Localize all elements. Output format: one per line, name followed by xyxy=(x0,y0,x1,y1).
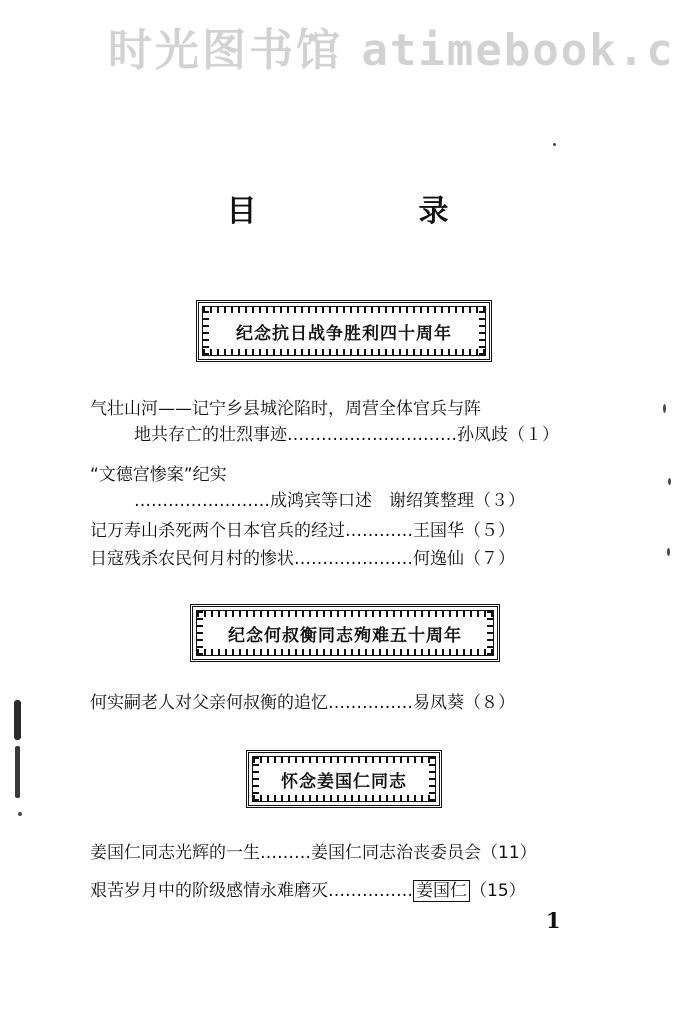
scan-edge-mark xyxy=(14,700,21,740)
scan-speck xyxy=(668,478,671,485)
toc-entry-line: 姜国仁同志光辉的一生………姜国仁同志治丧委员会（11） xyxy=(90,843,537,863)
section-heading-2-label: 纪念何叔衡同志殉难五十周年 xyxy=(219,619,471,648)
scan-speck xyxy=(667,548,670,556)
scan-speck xyxy=(663,404,666,413)
toc-entry xyxy=(90,840,600,866)
toc-entry xyxy=(90,518,600,544)
toc-entry-page: （15） xyxy=(470,881,526,901)
toc-entry xyxy=(90,396,600,448)
scan-edge-mark xyxy=(15,746,20,798)
toc-entry-line: “文德宫惨案”纪实 xyxy=(90,465,227,485)
scan-speck xyxy=(553,143,556,146)
toc-entry xyxy=(90,462,600,514)
page-title: 目 录 xyxy=(226,194,483,229)
page-folio: 1 xyxy=(546,908,561,933)
toc-entry-line: 记万寿山杀死两个日本官兵的经过…………王国华（５） xyxy=(90,521,515,541)
toc-entry-line: 何实嗣老人对父亲何叔衡的追忆……………易凤葵（８） xyxy=(90,693,515,713)
section-heading-1-label: 纪念抗日战争胜利四十周年 xyxy=(227,317,461,346)
toc-entry-line: ……………………成鸿宾等口述 谢绍箕整理（３） xyxy=(134,491,525,511)
scan-speck xyxy=(18,812,22,816)
section-heading-1 xyxy=(196,300,492,362)
toc-entry-author-boxed: 姜国仁 xyxy=(413,880,470,902)
toc-entry xyxy=(90,546,600,572)
toc-entry xyxy=(90,690,600,716)
section-heading-2 xyxy=(190,604,500,662)
section-heading-3-label: 怀念姜国仁同志 xyxy=(272,765,416,794)
toc-entry-line: 气壮山河——记宁乡县城沦陷时，周营全体官兵与阵 xyxy=(90,399,481,419)
section-heading-3 xyxy=(246,750,442,808)
toc-entry-line: 地共存亡的壮烈事迹…………………………孙凤歧（１） xyxy=(134,425,559,445)
toc-entry-text: 艰苦岁月中的阶级感情永难磨灭…………… xyxy=(90,881,413,901)
watermark-cjk: 时光图书馆 xyxy=(108,25,343,76)
watermark-latin: atimebook.c xyxy=(361,25,675,76)
toc-entry-line xyxy=(90,878,600,904)
toc-entry-line: 日寇残杀农民何月村的惨状…………………何逸仙（７） xyxy=(90,549,515,569)
toc-entry xyxy=(90,878,600,904)
